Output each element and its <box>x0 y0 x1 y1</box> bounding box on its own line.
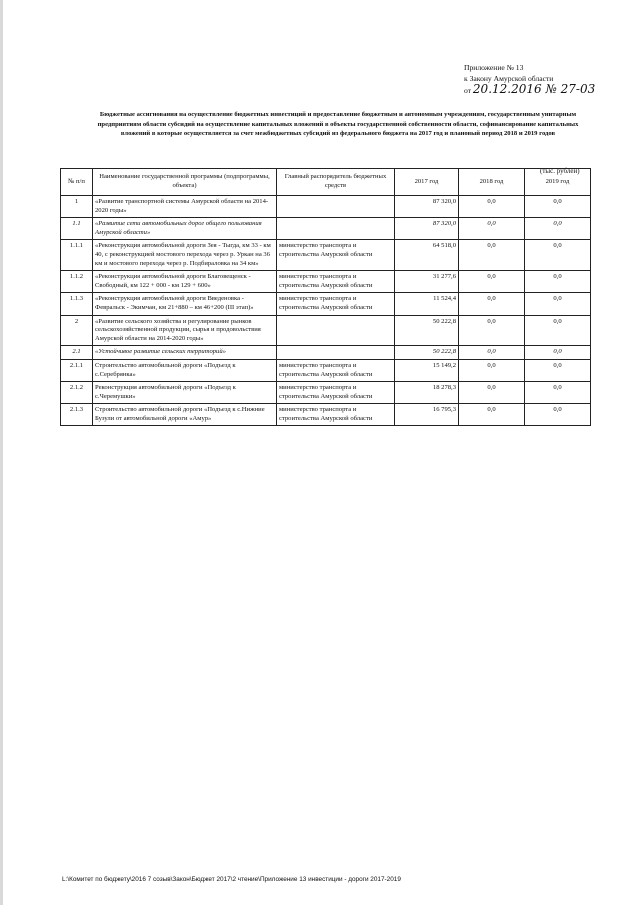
row-admin <box>277 346 395 360</box>
row-name: Строительство автомобильной дороги «Подъезд к с.Нижние Бузули от автомобильной дороги «Амур» <box>93 404 277 426</box>
row-admin <box>277 196 395 218</box>
row-2017: 50 222,8 <box>395 315 459 346</box>
row-num: 2.1.3 <box>61 404 93 426</box>
row-2018: 0,0 <box>459 315 525 346</box>
header-2019: 2019 год <box>525 169 591 196</box>
row-2017: 87 320,0 <box>395 196 459 218</box>
row-2017: 50 222,8 <box>395 346 459 360</box>
row-num: 1.1.2 <box>61 271 93 293</box>
row-2019: 0,0 <box>525 196 591 218</box>
row-admin: министерство транспорта и строительства Амурской области <box>277 359 395 381</box>
table-row <box>61 218 591 240</box>
row-2018: 0,0 <box>459 271 525 293</box>
row-2019: 0,0 <box>525 218 591 240</box>
appendix-block <box>464 62 595 96</box>
row-2017: 15 149,2 <box>395 359 459 381</box>
row-2017: 31 277,6 <box>395 271 459 293</box>
row-name: «Развитие сети автомобильных дорог общего пользования Амурской области» <box>93 218 277 240</box>
row-2018: 0,0 <box>459 293 525 315</box>
header-2018: 2018 год <box>459 169 525 196</box>
header-admin: Главный распорядитель бюджетных средств <box>277 169 395 196</box>
row-num: 1.1 <box>61 218 93 240</box>
header-num: № п/п <box>61 169 93 196</box>
row-name: Строительство автомобильной дороги «Подъезд к с.Серебрянка» <box>93 359 277 381</box>
row-2018: 0,0 <box>459 359 525 381</box>
row-2019: 0,0 <box>525 315 591 346</box>
row-admin: министерство транспорта и строительства Амурской области <box>277 240 395 271</box>
row-num: 1.1.1 <box>61 240 93 271</box>
table-row <box>61 196 591 218</box>
row-num: 2.1.1 <box>61 359 93 381</box>
row-2018: 0,0 <box>459 240 525 271</box>
row-num: 1 <box>61 196 93 218</box>
table-row <box>61 271 591 293</box>
row-admin <box>277 315 395 346</box>
table-row <box>61 359 591 381</box>
document-heading: Бюджетные ассигнования на осуществление бюджетных инвестиций и предоставление бюджетным и автономным учреждениям, государственным унитарным предприятиям области субсидий на осуществление капитальных вложений в объекты государственной собственности области, софинансирование капитальных вложений в которые осуществляется за счет межбюджетных субсидий из федерального бюджета на 2017 год и плановый период 2018 и 2019 годов <box>97 111 579 138</box>
row-admin: министерство транспорта и строительства Амурской области <box>277 293 395 315</box>
row-2019: 0,0 <box>525 346 591 360</box>
row-name: «Развитие сельского хозяйства и регулирование рынков сельскохозяйственной продукции, сырья и продовольствия Амурской области на 2014-2020 годы» <box>93 315 277 346</box>
appendix-date-line <box>464 84 595 96</box>
row-2018: 0,0 <box>459 196 525 218</box>
row-2019: 0,0 <box>525 359 591 381</box>
row-2019: 0,0 <box>525 271 591 293</box>
row-2018: 0,0 <box>459 404 525 426</box>
row-2017: 16 795,3 <box>395 404 459 426</box>
table-row <box>61 346 591 360</box>
row-2018: 0,0 <box>459 346 525 360</box>
table-header-row <box>61 169 591 196</box>
table-row <box>61 240 591 271</box>
row-name: «Реконструкция автомобильной дороги Введеновка - Февральск - Экимчан, км 21+880 – км 46+200 (III этап)» <box>93 293 277 315</box>
scan-edge <box>0 0 3 905</box>
appendix-law-ref: к Закону Амурской области <box>464 74 554 83</box>
row-num: 2.1.2 <box>61 382 93 404</box>
row-admin <box>277 218 395 240</box>
row-2019: 0,0 <box>525 382 591 404</box>
row-name: «Развитие транспортной системы Амурской области на 2014-2020 годы» <box>93 196 277 218</box>
row-name: «Реконструкция автомобильной дороги Благовещенск - Свободный, км 122 + 000 - км 129 + 600» <box>93 271 277 293</box>
appendix-date-handwritten: 20.12.2016 № 27-03 <box>472 82 596 96</box>
row-admin: министерство транспорта и строительства Амурской области <box>277 382 395 404</box>
header-2017: 2017 год <box>395 169 459 196</box>
units-label: (тыс. рублей) <box>540 167 580 175</box>
file-path-footer: L:\Комитет по бюджету\2016 7 созыв\Закон\Бюджет 2017\2 чтение\Приложение 13 инвестиции - дороги 2017-2019 <box>62 876 401 883</box>
row-num: 1.1.3 <box>61 293 93 315</box>
row-name: Реконструкция автомобильной дороги «Подъезд к с.Черемушки» <box>93 382 277 404</box>
appendix-number: Приложение № 13 <box>464 63 524 72</box>
row-2019: 0,0 <box>525 404 591 426</box>
row-2018: 0,0 <box>459 218 525 240</box>
row-name: «Устойчивое развитие сельских территорий» <box>93 346 277 360</box>
header-name: Наименование государственной программы (подпрограммы, объекта) <box>93 169 277 196</box>
row-admin: министерство транспорта и строительства Амурской области <box>277 271 395 293</box>
budget-table <box>60 168 591 426</box>
row-2019: 0,0 <box>525 293 591 315</box>
row-admin: министерство транспорта и строительства Амурской области <box>277 404 395 426</box>
appendix-date-prefix: от <box>464 86 472 95</box>
table-row <box>61 382 591 404</box>
row-num: 2.1 <box>61 346 93 360</box>
row-2017: 18 278,3 <box>395 382 459 404</box>
table-row <box>61 315 591 346</box>
row-num: 2 <box>61 315 93 346</box>
row-2017: 64 518,0 <box>395 240 459 271</box>
row-2017: 11 524,4 <box>395 293 459 315</box>
row-name: «Реконструкция автомобильной дороги Зея - Тыгда, км 33 - км 40, с реконструкцией мостового перехода через р. Уркан на 36 км и мостового перехода через р. Подбираловка на 34 км» <box>93 240 277 271</box>
row-2018: 0,0 <box>459 382 525 404</box>
row-2019: 0,0 <box>525 240 591 271</box>
table-row <box>61 404 591 426</box>
table-row <box>61 293 591 315</box>
row-2017: 87 320,0 <box>395 218 459 240</box>
